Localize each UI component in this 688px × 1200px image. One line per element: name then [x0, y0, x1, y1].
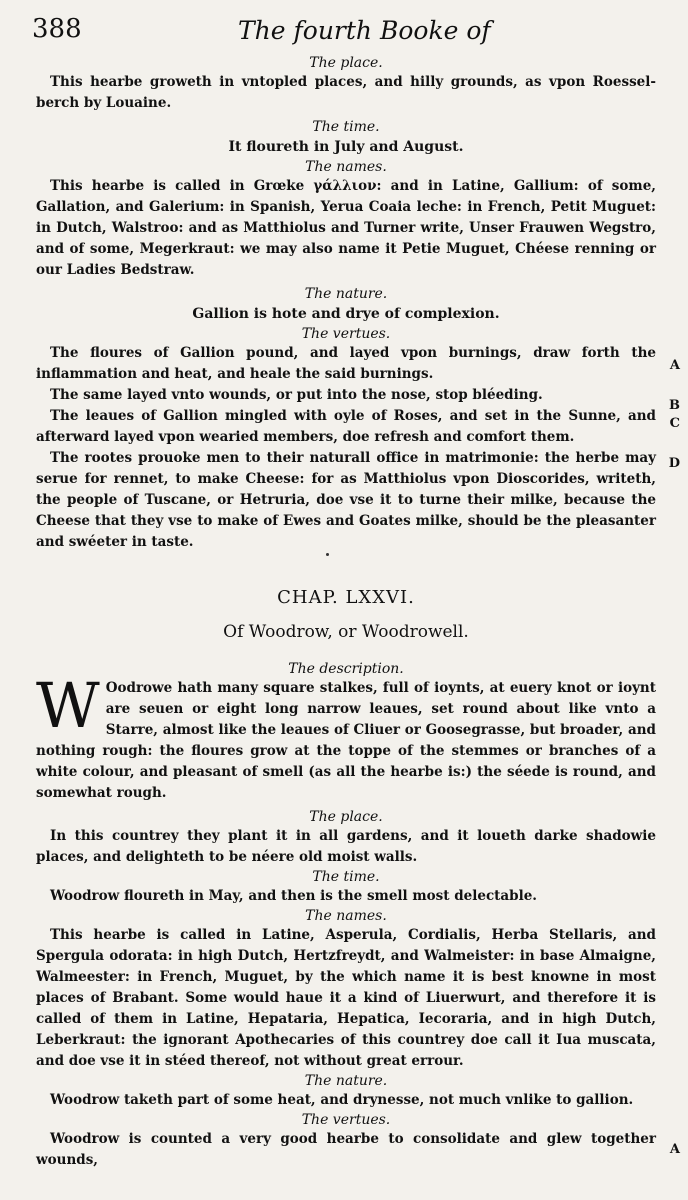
heading-place: The place. [309, 55, 383, 71]
heading-description: The description. [288, 661, 404, 677]
vertue-4: The rootes prouoke men to their naturall office in matrimonie: the herbe may serue for rennet, to make Cheese: for as Matthiolus vpon Dioscorides, writeth, the people of Tuscane, or Hetruria, doe vse it to turne their milke, because the Cheese that they vse to make of Ewes and Goates milke, should be the pleasanter and swéeter in taste. [36, 450, 656, 550]
text-names-2: This hearbe is called in Latine, Asperula, Cordialis, Herba Stellaris, and Spergula odorata: in high Dutch, Hertzfreydt, and Walmeister: in base Almaigne, Walmeester: in French, Muguet, by the which name it is best knowne in most places of Brabant. Some would haue it a kind of Liuerwurt, and therefore it is called of them in Latine, Hepataria, Hepatica, Iecoraria, and in high Dutch, Leberkraut: the ignorant Apothecaries of this countrey doe call it Iua muscata, and doe vse it in stéed thereof, not without great errour. [36, 927, 656, 1069]
heading-names-2: The names. [305, 908, 387, 924]
text-place-2: In this countrey they plant it in all gardens, and it loueth darke shadowie places, and delighteth to be néere old moist walls. [36, 828, 656, 865]
heading-names: The names. [305, 159, 387, 175]
heading-vertues: The vertues. [301, 326, 391, 342]
heading-nature-2: The nature. [304, 1073, 388, 1089]
text-place: This hearbe groweth in vntopled places, and hilly grounds, as vpon Roessel-berch by Louaine. [36, 74, 656, 111]
body-text [36, 54, 656, 1171]
vertue-2: The same layed vnto wounds, or put into the nose, stop bléeding. [50, 387, 543, 403]
page-number: 388 [32, 14, 82, 44]
heading-nature: The nature. [304, 286, 388, 302]
text-nature-2: Woodrow taketh part of some heat, and drynesse, not much vnlike to gallion. [50, 1092, 634, 1108]
vertue-1: The floures of Gallion pound, and layed vpon burnings, draw forth the inflammation and heat, and heale the said burnings. [36, 345, 656, 382]
text-time: It floureth in July and August. [228, 139, 464, 155]
vertue-3: The leaues of Gallion mingled with oyle of Roses, and set in the Sunne, and afterward layed vpon wearied members, doe refresh and comfort them. [36, 408, 656, 445]
heading-vertues-2: The vertues. [301, 1112, 391, 1128]
margin-letter-c: C [669, 416, 680, 431]
drop-cap: W [36, 669, 100, 742]
chapter-number: CHAP. LXXVI. [277, 587, 415, 608]
text-names: This hearbe is called in Grœke γάλλιον: and in Latine, Gallium: of some, Gallation, and Galerium: in Spanish, Yerua Coaia leche: in French, Petit Muguet: in Dutch, Walstroo: and as Matthiolus and Turner write, Unser Frauwen Wegstro, and of some, Megerkraut: we may also name it Petie Muguet, Chéese renning or our Ladies Bedstraw. [36, 178, 656, 278]
heading-time: The time. [312, 119, 380, 135]
heading-time-2: The time. [312, 869, 380, 885]
margin-letter-a-2: A [669, 1142, 680, 1157]
running-head [0, 14, 688, 50]
text-vertues-2: Woodrow is counted a very good hearbe to consolidate and glew together wounds, [36, 1131, 656, 1168]
heading-place-2: The place. [309, 809, 383, 825]
ink-speck [326, 553, 329, 556]
margin-letter-b: B [669, 398, 680, 413]
margin-letter-d: D [668, 456, 680, 471]
text-description: Oodrowe hath many square stalkes, full of ioynts, at euery knot or ioynt are seuen or eight long narrow leaues, set round about like vnto a Starre, almost like the leaues of Cliuer or Goosegrasse, but broader, and nothing rough: the floures grow at the toppe of the stemmes or branches of a white colour, and pleasant of smell (as all the hearbe is:) the séede is round, and somewhat rough. [36, 680, 656, 801]
chapter-title: Of Woodrow, or Woodrowell. [223, 622, 469, 642]
running-title: The fourth Booke of [238, 16, 491, 45]
margin-letter-a: A [669, 358, 680, 373]
text-time-2: Woodrow floureth in May, and then is the smell most delectable. [50, 888, 538, 904]
text-nature: Gallion is hote and drye of complexion. [192, 306, 500, 322]
